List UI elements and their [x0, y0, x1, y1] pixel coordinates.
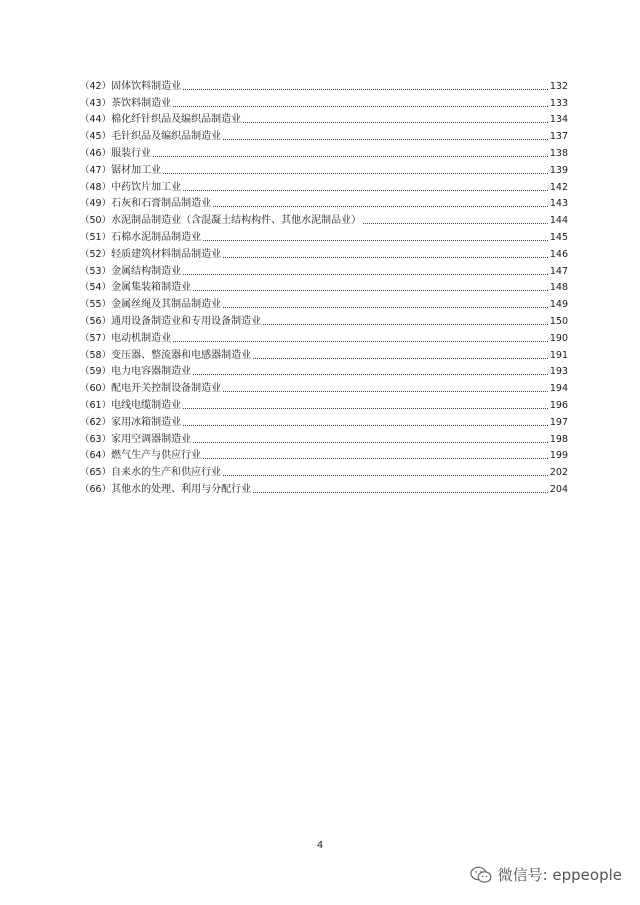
toc-entry-title: 通用设备制造业和专用设备制造业 — [111, 315, 262, 327]
toc-entry-number: （55） — [80, 299, 112, 311]
toc-entry-page: 204 — [549, 483, 568, 495]
toc-entry-page: 196 — [549, 399, 568, 411]
toc-entry[interactable] — [80, 412, 568, 429]
toc-leader-dots — [223, 138, 548, 140]
toc-leader-dots — [183, 424, 548, 426]
toc-leader-dots — [193, 373, 548, 375]
table-of-contents — [80, 76, 568, 496]
toc-entry[interactable] — [80, 126, 568, 143]
toc-entry-page: 133 — [549, 97, 568, 109]
toc-entry[interactable] — [80, 194, 568, 211]
toc-entry[interactable] — [80, 462, 568, 479]
toc-entry-title: 毛针织品及编织品制造业 — [111, 131, 222, 143]
toc-entry-page: 146 — [549, 248, 568, 260]
wechat-icon — [470, 866, 492, 884]
toc-entry[interactable] — [80, 143, 568, 160]
toc-entry[interactable] — [80, 110, 568, 127]
toc-leader-dots — [193, 441, 548, 443]
toc-entry-title: 中药饮片加工业 — [111, 181, 182, 193]
toc-entry-page: 190 — [549, 332, 568, 344]
toc-entry-page: 199 — [549, 450, 568, 462]
toc-entry-number: （50） — [80, 215, 112, 227]
toc-entry-title: 锯材加工业 — [111, 164, 162, 176]
toc-entry-number: （45） — [80, 131, 112, 143]
toc-entry[interactable] — [80, 227, 568, 244]
toc-entry[interactable] — [80, 294, 568, 311]
toc-entry-title: 燃气生产与供应行业 — [111, 450, 202, 462]
toc-entry-title: 服装行业 — [111, 147, 152, 159]
toc-entry-page: 149 — [549, 299, 568, 311]
toc-entry-number: （58） — [80, 349, 112, 361]
toc-entry-title: 家用空调器制造业 — [111, 433, 192, 445]
toc-entry-page: 132 — [549, 80, 568, 92]
toc-entry-number: （60） — [80, 383, 112, 395]
toc-leader-dots — [203, 457, 548, 459]
toc-entry-title: 变压器、整流器和电感器制造业 — [111, 349, 252, 361]
toc-entry-number: （62） — [80, 416, 112, 428]
toc-entry[interactable] — [80, 76, 568, 93]
toc-entry-page: 145 — [549, 231, 568, 243]
toc-entry[interactable] — [80, 210, 568, 227]
toc-entry-page: 138 — [549, 147, 568, 159]
toc-entry[interactable] — [80, 177, 568, 194]
toc-leader-dots — [243, 121, 548, 123]
toc-entry-page: 197 — [549, 416, 568, 428]
toc-entry-title: 轻质建筑材料制品制造业 — [111, 248, 222, 260]
toc-entry-title: 棉化纤针织品及编织品制造业 — [111, 114, 242, 126]
toc-leader-dots — [203, 239, 548, 241]
toc-leader-dots — [183, 88, 548, 90]
toc-entry-title: 水泥制品制造业（含混凝土结构构件、其他水泥制品业） — [111, 215, 362, 227]
toc-entry-page: 191 — [549, 349, 568, 361]
toc-entry[interactable] — [80, 395, 568, 412]
toc-entry-number: （63） — [80, 433, 112, 445]
toc-entry-title: 自来水的生产和供应行业 — [111, 467, 222, 479]
page-number: 4 — [316, 840, 324, 851]
wechat-watermark — [470, 864, 622, 885]
toc-entry-page: 194 — [549, 383, 568, 395]
toc-entry[interactable] — [80, 345, 568, 362]
toc-entry-number: （52） — [80, 248, 112, 260]
toc-leader-dots — [223, 390, 548, 392]
toc-entry-number: （64） — [80, 450, 112, 462]
toc-entry-number: （51） — [80, 231, 112, 243]
toc-entry-title: 家用冰箱制造业 — [111, 416, 182, 428]
toc-entry-page: 137 — [549, 131, 568, 143]
toc-entry-page: 139 — [549, 164, 568, 176]
toc-leader-dots — [163, 172, 548, 174]
toc-entry-number: （47） — [80, 164, 112, 176]
toc-entry-title: 金属集装箱制造业 — [111, 282, 192, 294]
toc-entry-number: （66） — [80, 483, 112, 495]
toc-leader-dots — [363, 222, 548, 224]
toc-entry-number: （59） — [80, 366, 112, 378]
toc-entry-title: 石灰和石膏制品制造业 — [111, 198, 212, 210]
toc-leader-dots — [253, 357, 548, 359]
toc-entry-number: （48） — [80, 181, 112, 193]
toc-entry[interactable] — [80, 311, 568, 328]
toc-entry-page: 142 — [549, 181, 568, 193]
toc-entry-number: （56） — [80, 315, 112, 327]
toc-entry[interactable] — [80, 93, 568, 110]
toc-leader-dots — [263, 323, 548, 325]
toc-entry[interactable] — [80, 479, 568, 496]
toc-entry-number: （53） — [80, 265, 112, 277]
toc-leader-dots — [223, 474, 548, 476]
toc-entry-title: 金属结构制造业 — [111, 265, 182, 277]
toc-entry-number: （65） — [80, 467, 112, 479]
toc-entry-number: （54） — [80, 282, 112, 294]
toc-entry-page: 134 — [549, 114, 568, 126]
toc-entry-page: 143 — [549, 198, 568, 210]
toc-entry-page: 147 — [549, 265, 568, 277]
toc-entry-title: 金属丝绳及其制品制造业 — [111, 299, 222, 311]
toc-entry-title: 石棉水泥制品制造业 — [111, 231, 202, 243]
toc-entry-page: 148 — [549, 282, 568, 294]
toc-leader-dots — [173, 105, 548, 107]
toc-leader-dots — [183, 407, 548, 409]
toc-entry-title: 电动机制造业 — [111, 332, 172, 344]
toc-leader-dots — [183, 273, 548, 275]
toc-leader-dots — [193, 289, 548, 291]
toc-entry-number: （57） — [80, 332, 112, 344]
toc-leader-dots — [153, 155, 548, 157]
toc-leader-dots — [223, 256, 548, 258]
toc-entry-page: 198 — [549, 433, 568, 445]
toc-entry-title: 茶饮料制造业 — [111, 97, 172, 109]
toc-leader-dots — [223, 306, 548, 308]
toc-entry-title: 电线电缆制造业 — [111, 399, 182, 411]
toc-entry-title: 固体饮料制造业 — [111, 80, 182, 92]
toc-entry-title: 配电开关控制设备制造业 — [111, 383, 222, 395]
watermark-text: 微信号: eppeople — [497, 866, 622, 884]
toc-entry[interactable] — [80, 446, 568, 463]
toc-entry[interactable] — [80, 328, 568, 345]
toc-entry-page: 150 — [549, 315, 568, 327]
toc-entry-title: 其他水的处理、利用与分配行业 — [111, 483, 252, 495]
toc-entry[interactable] — [80, 429, 568, 446]
toc-leader-dots — [183, 189, 548, 191]
toc-entry-number: （61） — [80, 399, 112, 411]
toc-entry-page: 144 — [549, 215, 568, 227]
toc-entry-page: 202 — [549, 467, 568, 479]
toc-entry[interactable] — [80, 261, 568, 278]
toc-entry-number: （43） — [80, 97, 112, 109]
toc-entry-number: （49） — [80, 198, 112, 210]
toc-entry-number: （44） — [80, 114, 112, 126]
toc-leader-dots — [213, 205, 548, 207]
toc-entry[interactable] — [80, 160, 568, 177]
toc-entry[interactable] — [80, 378, 568, 395]
toc-entry[interactable] — [80, 362, 568, 379]
toc-entry[interactable] — [80, 244, 568, 261]
toc-leader-dots — [173, 340, 548, 342]
toc-leader-dots — [253, 491, 548, 493]
toc-entry-number: （42） — [80, 80, 112, 92]
toc-entry-title: 电力电容器制造业 — [111, 366, 192, 378]
toc-entry[interactable] — [80, 278, 568, 295]
toc-entry-page: 193 — [549, 366, 568, 378]
toc-entry-number: （46） — [80, 147, 112, 159]
